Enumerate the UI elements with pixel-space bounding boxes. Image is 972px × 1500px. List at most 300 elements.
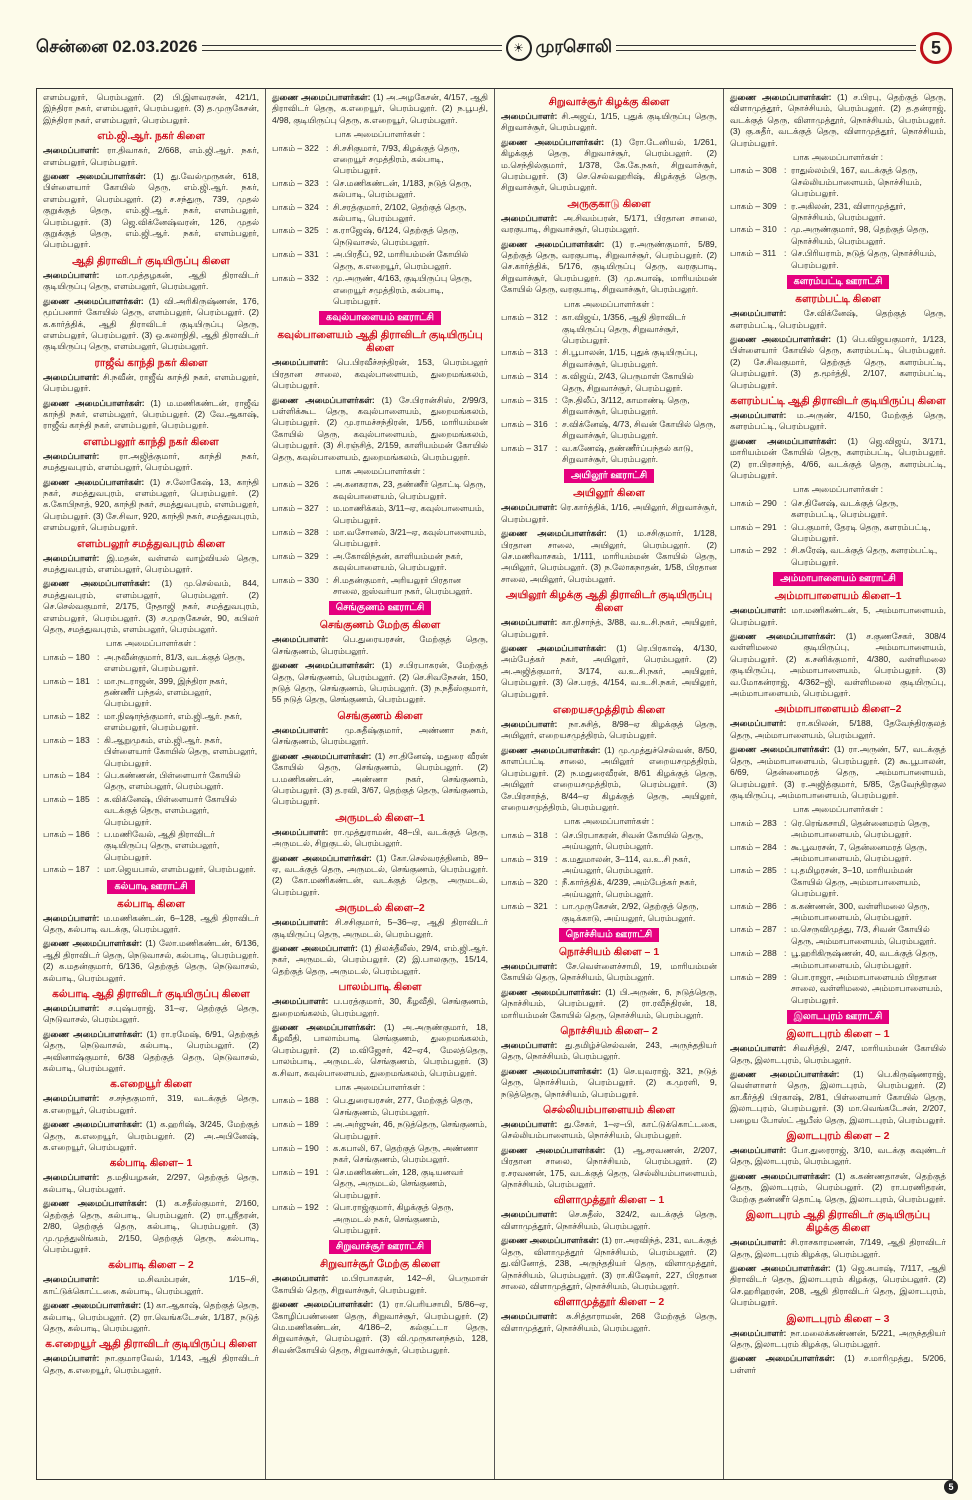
entry-text: ரெ.கார்த்திக், 1/16, அயிலூர், சிறுவாச்சூர், பெரம்பலூர். xyxy=(501,502,717,524)
booth-row xyxy=(272,225,488,248)
entry-paragraph xyxy=(272,827,488,850)
role-label: துணை அமைப்பாளர்கள்: xyxy=(730,1262,831,1273)
booth-number: பாகம் – 291 xyxy=(730,521,777,532)
role-label: அமைப்பாளர்: xyxy=(272,996,329,1007)
role-label: துணை அமைப்பாளர்கள்: xyxy=(43,938,143,949)
entry-paragraph xyxy=(730,605,946,628)
branch-heading: எம்.ஜி.ஆர். நகர் கிளை xyxy=(97,130,205,143)
entry-paragraph xyxy=(43,1300,259,1334)
entry-paragraph xyxy=(730,334,946,391)
role-label: துணை அமைப்பாளர்கள்: xyxy=(272,1022,376,1032)
entry-text: எளம்பலூர், பெரம்பலூர். (2) பி.இளவரசன், 421/1, இந்திரா நகர், எளம்பலூர், பெரம்பலூர். (3) த.முருகேசன், இந்திரா நகர், எளம்பலூர், பெரம்பலூர். xyxy=(43,92,259,125)
separator: : xyxy=(326,574,329,585)
booth-row xyxy=(501,312,717,346)
branch-heading: நொச்சியம் கிளை – 1 xyxy=(558,945,660,958)
role-label: துணை அமைப்பாளர்கள்: xyxy=(501,238,605,249)
entry-paragraph xyxy=(730,1237,946,1260)
entry-paragraph xyxy=(730,1328,946,1351)
booth-number: பாகம் – 181 xyxy=(43,675,90,686)
branch-heading: சிறுவாச்சூர் கிழக்கு கிளை xyxy=(548,96,670,108)
branch-heading: இலாடபுரம் கிளை – 3 xyxy=(786,1312,890,1325)
role-label: துணை அமைப்பாளர்கள்: xyxy=(43,295,144,306)
booth-row xyxy=(730,865,946,899)
entry-text: (1) ம.மணிகண்டன், ராஜீவ் காந்தி நகர், எளம்பலூர், பெரம்பலூர். (2) வே.ஆகாஷ், ராஜீவ் காந்தி நகர், எளம்பலூர், பெரம்பலூர். xyxy=(43,397,260,431)
entry-paragraph xyxy=(730,744,946,801)
entry-text: (1) பி.அருண், 6, நடுத்தெரு, நொச்சியம், பெரம்பலூர். (2) ரா.ரவீந்திரன், 18, மாரியம்மன் கோயில் தெரு, நொச்சியம், பெரம்பலூர். xyxy=(501,986,717,1020)
separator: : xyxy=(97,710,100,721)
booth-number: பாகம் – 331 xyxy=(272,249,319,260)
booth-organiser: கா.விஜய், 1/356, ஆதி திராவிடர் குடியிருப்பு தெரு, சிறுவாச்சூர், பெரம்பலூர். xyxy=(562,312,686,345)
booth-organiser: மு.அருண், 4/163, குடியிருப்பு தெரு, எறையூர் சமுத்திரம், கல்பாடி, பெரம்பலூர். xyxy=(333,273,472,306)
entry-text: ரா.முத்துராமன், 48–பி, வடக்குத் தெரு, அருமடல், சிறுகுடல், பெரம்பலூர். xyxy=(272,826,488,849)
separator: : xyxy=(555,901,558,912)
role-label: அமைப்பாளர்: xyxy=(730,718,787,729)
branch-heading: அருகுகாடு கிளை xyxy=(567,197,651,210)
entry-paragraph xyxy=(501,1209,717,1232)
entry-paragraph xyxy=(730,1043,946,1066)
entry-text: ம.பிரபாகரன், 142–சி, பெருமாள் கோயில் தெரு, சிறுவாச்சூர், பெரம்பலூர். xyxy=(272,1273,488,1295)
page-number-badge: 5 xyxy=(920,32,952,64)
role-label: அமைப்பாளர்: xyxy=(501,1119,558,1130)
branch-heading: க.எறையூர் கிளை xyxy=(110,1078,192,1091)
role-label: துணை அமைப்பாளர்கள்: xyxy=(43,1028,143,1039)
entry-paragraph xyxy=(730,631,946,699)
entry-paragraph xyxy=(272,751,488,808)
separator: : xyxy=(326,142,329,153)
entry-text: செ.சுதீஸ், 324/2, வடக்குத் தெரு, விளாமுத்தூர், நொச்சியம், பெரம்பலூர். xyxy=(501,1209,717,1231)
role-label: அமைப்பாளர்: xyxy=(43,371,100,382)
entry-text: (1) செ.யுவராஜ், 321, நடுத் தெரு, நொச்சியம், பெரம்பலூர். (2) க.முரளி, 9, நடுத்தெரு, நொச்சியம், பெரம்பலூர். xyxy=(501,1065,717,1099)
entry-text: (1) சே.பிரான்சிஸ், 2/99/3, பள்ளிக்கூட தெரு, கவுல்பாளையம், துறைமங்கலம், பெரம்பலூர். (2) மு.ராமச்சந்திரன், 1/56, மாரியம்மன் கோயில் தெரு, கவுல்பாளையம், துறைமங்கலம், பெரம்பலூர். (3) சி.ரஞ்சித், 2/159, காளியம்மன் கோயில் தெரு, கவுல்பாளையம், துறைமங்கலம், பெரம்பலூர். xyxy=(272,394,488,462)
entry-paragraph xyxy=(730,1069,946,1126)
entry-text: (1) பெ.கிருஷ்ணராஜ், வெள்ளாளர் தெரு, இலாடபுரம், பெரம்பலூர். (2) கா.கீர்த்தி பிரகாஷ், 2/81, பிள்ளையார் கோயில் தெரு, இலாடபுரம், பெரம்பலூர். (3) மா.வெங்கடேசன், 2/207, பழைய போஸ்ட் ஆபீஸ் தெரு, இலாடபுரம், பெரம்பலூர். xyxy=(730,1069,946,1125)
entry-paragraph xyxy=(43,553,259,576)
entry-text: (1) ச.குணசேகர், 308/4 வள்ளிமலை குடியிருப்பு, அம்மாபாளையம், பெரம்பலூர். (2) க.சனிக்குமார், 4/380, வள்ளிமலை குடியிருப்பு, அம்மாபாளையம், பெரம்பலூர். (3) வ.மோகன்ராஜ், 4/362–ஜி, வள்ளிமலை குடியிருப்பு, அம்மாபாளையம், பெரம்பலூர். xyxy=(730,631,946,699)
booth-row xyxy=(272,503,488,526)
separator: : xyxy=(555,371,558,382)
separator: : xyxy=(97,651,100,662)
panchayat-banner: செங்குணம் ஊராட்சி xyxy=(329,601,432,615)
entry-text: (1) க.கண்ணதாசன், தெற்குத் தெரு, இலாடபுரம், பெரம்பலூர். (2) ரா.பரணிதரன், மேற்கு தண்ணீர் தொட்டி தெரு, இலாடபுரம், பெரம்பலூர். xyxy=(730,1170,947,1204)
separator: : xyxy=(555,418,558,429)
entry-paragraph xyxy=(730,1353,946,1376)
entry-paragraph xyxy=(43,1274,259,1297)
section-subheading: பாக அமைப்பாளர்கள் : xyxy=(335,129,425,140)
booth-row xyxy=(730,248,946,271)
booth-number: பாகம் – 313 xyxy=(501,347,548,358)
entry-text: மா.மணிகண்டன், 5, அம்மாபாளையம், பெரம்பலூர். xyxy=(730,605,946,627)
role-label: துணை அமைப்பாளர்கள்: xyxy=(501,1235,600,1246)
booth-row xyxy=(730,924,946,947)
booth-organiser: பெ.துரையரசன், 277, மேற்குத் தெரு, செங்குணம், பெரம்பலூர். xyxy=(333,1095,473,1117)
entry-paragraph xyxy=(43,1003,259,1026)
entry-paragraph xyxy=(272,1273,488,1296)
divider xyxy=(202,45,502,51)
separator: : xyxy=(326,550,329,561)
booth-row xyxy=(43,770,259,793)
booth-organiser: மா.நடராஜன், 399, இந்திரா நகர், தண்ணீர் பந்தல், எளம்பலூர், பெரம்பலூர். xyxy=(104,675,228,709)
booth-row xyxy=(43,735,259,769)
booth-number: பாகம் – 326 xyxy=(272,479,319,490)
separator: : xyxy=(97,769,100,780)
entry-text: ச.சந்தகுமார், 319, வடக்குத் தெரு, க.எறையூர், பெரம்பலூர். xyxy=(43,1093,259,1115)
separator: : xyxy=(326,201,329,212)
entry-text: து.சேகர், 1–ஏ–பி, காட்டுக்கொட்டகை, செல்லியம்பாளையம், நொச்சியம், பெரம்பலூர். xyxy=(501,1119,717,1141)
booth-organiser: சி.சரத்குமார், 2/102, தெற்குத் தெரு, கல்பாடி, பெரம்பலூர். xyxy=(333,201,467,224)
separator: : xyxy=(784,900,787,911)
separator: : xyxy=(784,924,787,935)
role-label: துணை அமைப்பாளர்கள்: xyxy=(43,171,146,182)
booth-row xyxy=(272,1095,488,1118)
booth-row xyxy=(501,854,717,877)
booth-number: பாகம் – 323 xyxy=(272,177,319,188)
booth-number: பாகம் – 189 xyxy=(272,1119,319,1130)
separator: : xyxy=(97,793,100,804)
entry-paragraph xyxy=(43,913,259,936)
booth-row xyxy=(501,371,717,394)
entry-text: (1) ரோ.டேனியல், 1/261, கிழக்குத் தெரு, சிறுவாச்சூர், பெரம்பலூர். (2) ம.செந்தில்குமார், 1/378, கே.கே.நகர், சிறுவாச்சூர், பெரம்பலூர். (3) செ.செல்வஹரிஷ், கிழக்குத் தெரு, சிறுவாச்சூர், பெரம்பலூர். xyxy=(501,136,717,193)
entry-text: (1) ச.பிரபு, தெற்குத் தெரு, விளாமுத்தூர், நொச்சியம், பெரம்பலூர். (2) த.தன்ராஜ், வடக்குத் தெரு, விளாமுத்தூர், நொச்சியம், பெரம்பலூர். (3) கு.சுதீர், வடக்குத் தெரு, விளாமுத்தூர், நொச்சியம், பெரம்பலூர். xyxy=(730,92,947,148)
booth-row xyxy=(501,901,717,924)
role-label: அமைப்பாளர்: xyxy=(730,1043,787,1054)
role-label: துணை அமைப்பாளர்கள்: xyxy=(730,92,832,102)
booth-organiser: ச.விக்னேஷ், 4/73, சிவன் கோயில் தெரு, சிறுவாச்சூர், பெரம்பலூர். xyxy=(562,418,716,441)
booth-organiser: சி.சசிகுமார், 7/93, கிழக்குத் தெரு, எறையூர் சமுத்திரம், கல்பாடி, பெரம்பலூர். xyxy=(333,142,460,176)
panchayat-banner: இலாடபுரம் ஊராட்சி xyxy=(787,1010,890,1024)
entry-paragraph xyxy=(730,92,946,149)
branch-heading: பாலம்பாடி கிளை xyxy=(338,981,422,994)
entry-text: சு.சித்தாராமன், 268 மேற்குத் தெரு, விளாமுத்தூர், நொச்சியம், பெரம்பலூர். xyxy=(501,1311,717,1333)
entry-text: ம.மணிகண்டன், 6–128, ஆதி திராவிடர் தெரு, கல்பாடி வடக்கு, பெரம்பலூர். xyxy=(43,912,259,934)
entry-paragraph xyxy=(43,1119,259,1153)
section-subheading: பாக அமைப்பாளர்கள் : xyxy=(335,1082,425,1093)
entry-paragraph xyxy=(272,634,488,657)
booth-organiser: பெ.கண்ணன், பிள்ளையார் கோயில் தெரு, எளம்பலூர், பெரம்பலூர். xyxy=(104,769,241,792)
booth-row xyxy=(272,527,488,550)
booth-organiser: பூ.ஹரிகிருஷ்ணன், 40, வடக்குத் தெரு, அம்மாபாளையம், பெரம்பலூர். xyxy=(791,948,938,970)
entry-text: கா.நிசாந்த், 3/88, வ.உ.சி.நகர், அயிலூர், பெரம்பலூர். xyxy=(501,617,717,639)
entry-paragraph xyxy=(501,239,717,296)
booth-number: பாகம் – 311 xyxy=(730,248,777,259)
booth-number: பாகம் – 321 xyxy=(501,901,548,912)
branch-heading: எறையசமுத்திரம் கிளை xyxy=(553,704,665,717)
booth-row xyxy=(730,818,946,841)
role-label: துணை அமைப்பாளர்கள்: xyxy=(730,744,830,755)
booth-row xyxy=(730,201,946,224)
separator: : xyxy=(97,864,100,875)
booth-number: பாகம் – 288 xyxy=(730,948,777,959)
entry-paragraph xyxy=(43,92,259,126)
footer-page-number: 5 xyxy=(944,1480,958,1494)
booth-row xyxy=(730,972,946,1006)
booth-organiser: அ.அர்ஜுன், 46, நடுத்தெரு, செங்குணம், பெரம்பலூர். xyxy=(333,1119,487,1141)
entry-paragraph xyxy=(43,372,259,395)
booth-number: பாகம் – 192 xyxy=(272,1202,319,1213)
branch-heading: கல்பாடி கிளை – 2 xyxy=(108,1259,194,1272)
booth-number: பாகம் – 308 xyxy=(730,165,777,176)
branch-heading: கல்பாடி கிளை– 1 xyxy=(109,1157,193,1170)
booth-organiser: ம.செருவிமுத்து, 7/3, சிவன் கோயில் தெரு, அம்மாபாளையம், பெரம்பலூர். xyxy=(791,924,937,946)
branch-heading: களரம்பட்டி ஆதி திராவிடர் குடியிருப்பு கிளை xyxy=(730,394,946,407)
entry-paragraph xyxy=(501,137,717,194)
entry-text: நா.குமாரவேல், 1/143, ஆதி திராவிடர் தெரு, க.எறையூர், பெரம்பலூர். xyxy=(43,1353,259,1375)
booth-organiser: நே.திலீப், 3/112, காமாண்டி தெரு, சிறுவாச்சூர், பெரம்பலூர். xyxy=(562,394,690,417)
booth-organiser: கி.ஆறுமுகம், எம்.ஜி.ஆர். நகர், பிள்ளையார் கோயில் தெரு, எளம்பலூர், பெரம்பலூர். xyxy=(104,734,258,768)
booth-organiser: பா.முருகேசன், 2/92, தெற்குத் தெரு, குடிக்காடு, அய்யலூர், பெரம்பலூர். xyxy=(562,901,699,923)
booth-organiser: சி.பூபாலன், 1/15, புதுக் குடியிருப்பு, சிறுவாச்சூர், பெரம்பலூர். xyxy=(562,347,698,369)
booth-number: பாகம் – 191 xyxy=(272,1166,319,1177)
booth-organiser: மா.வசோனல், 3/21–ஏ, கவுல்பாளையம், பெரம்பலூர். xyxy=(333,527,487,549)
booth-number: பாகம் – 325 xyxy=(272,225,319,236)
entry-paragraph xyxy=(730,1263,946,1309)
entry-paragraph xyxy=(272,1022,488,1079)
entry-text: சி.நவீன், ராஜீவ் காந்தி நகர், எளம்பலூர், பெரம்பலூர். xyxy=(43,371,259,394)
booth-organiser: அ.நவீன்குமார், 81/3, வடக்குத் தெரு, எளம்பலூர், பெரம்பலூர். xyxy=(104,651,245,674)
separator: : xyxy=(97,828,100,839)
entry-text: (1) ஜெ.சுபாஷ், 7/117, ஆதி திராவிடர் தெரு, இலாடபுரம் கிழக்கு, பெரம்பலூர். (2) செ.ஹரிஹரன், 208, ஆதி திராவிடர் தெரு, இலாடபுரம், பெரம்பலூர். xyxy=(730,1262,946,1308)
column-3 xyxy=(495,89,724,1479)
role-label: அமைப்பாளர்: xyxy=(501,212,558,223)
entry-text: சே.வெள்ளைச்சாமி, 19, மாரியம்மன் கோயில் தெரு, நொச்சியம், பெரம்பலூர். xyxy=(501,960,717,983)
separator: : xyxy=(784,948,787,959)
booth-number: பாகம் – 180 xyxy=(43,651,90,662)
separator: : xyxy=(555,394,558,405)
booth-number: பாகம் – 327 xyxy=(272,503,319,514)
booth-row xyxy=(272,551,488,574)
panchayat-banner: கல்பாடி ஊராட்சி xyxy=(107,880,194,894)
branch-heading: அயிலூர் கிளை xyxy=(573,487,645,500)
entry-paragraph xyxy=(272,357,488,391)
booth-row xyxy=(730,165,946,199)
entry-paragraph xyxy=(730,1171,946,1205)
entry-text: சி.அஜய், 1/15, புதுக் குடியிருப்பு தெரு, சிறுவாச்சூர், பெரம்பலூர். xyxy=(501,111,717,133)
role-label: துணை அமைப்பாளர்கள்: xyxy=(43,397,145,408)
entry-paragraph xyxy=(501,987,717,1021)
booth-organiser: க.விக்னேஷ், பிள்ளையார் கோயில் வடக்குத் தெரு, எளம்பலூர், பெரம்பலூர். xyxy=(104,793,237,827)
entry-paragraph xyxy=(501,1040,717,1063)
booth-organiser: செ.பிரபாகரன், சிவன் கோயில் தெரு, அய்யலூர், பெரம்பலூர். xyxy=(562,829,704,852)
entry-text: மா.முத்தழகன், ஆதி திராவிடர் குடியிருப்பு தெரு, எளம்பலூர், பெரம்பலூர். xyxy=(43,269,259,292)
panchayat-banner: கவுல்பாளையம் ஊராட்சி xyxy=(319,311,441,325)
role-label: துணை அமைப்பாளர்கள்: xyxy=(501,643,607,654)
branch-heading: செங்குணம் கிளை xyxy=(337,709,423,722)
column-1 xyxy=(37,89,266,1479)
role-label: துணை அமைப்பாளர்கள்: xyxy=(43,578,151,589)
booth-row xyxy=(43,652,259,675)
role-label: அமைப்பாளர்: xyxy=(501,960,558,971)
role-label: துணை அமைப்பாளர்கள்: xyxy=(501,1065,603,1076)
booth-number: பாகம் – 318 xyxy=(501,829,548,840)
role-label: அமைப்பாளர்: xyxy=(501,719,558,730)
separator: : xyxy=(784,817,787,828)
separator: : xyxy=(555,442,558,453)
entry-text: சி.சசிகுமார், 5–36–ஏ, ஆதி திராவிடர் குடியிருப்பு தெரு, அருமடல், பெரம்பலூர். xyxy=(272,917,488,939)
role-label: அமைப்பாளர்: xyxy=(43,1274,100,1285)
separator: : xyxy=(784,200,787,211)
role-label: அமைப்பாளர்: xyxy=(272,1273,329,1284)
masthead-title: முரசொலி xyxy=(535,37,613,56)
booth-organiser: அ.பிரதீப், 92, மாரியம்மன் கோயில் தெரு, க.எறையூர், பெரம்பலூர். xyxy=(333,249,469,271)
entry-paragraph xyxy=(272,853,488,899)
booth-number: பாகம் – 314 xyxy=(501,371,548,382)
role-label: துணை அமைப்பாளர்கள்: xyxy=(43,1119,143,1130)
booth-number: பாகம் – 316 xyxy=(501,418,548,429)
role-label: துணை அமைப்பாளர்கள்: xyxy=(501,136,605,147)
booth-row xyxy=(272,202,488,225)
booth-organiser: கூ.பூவரசன், 7, தென்னைமரத் தெரு, அம்மாபாளையம், பெரம்பலூர். xyxy=(791,841,927,863)
separator: : xyxy=(326,1202,329,1213)
entry-text: (1) லோ.மணிகண்டன், 6/136, ஆதி திராவிடர் தெரு, நெடுவாசல், கல்பாடி, பெரம்பலூர். (2) க.மதன்குமார், 6/136, தெற்குத் தெரு, நெடுவாசல், கல்பாடி, பெரம்பலூர். xyxy=(43,938,260,983)
entry-text: (1) ச.பிரபாகரன், மேற்குத் தெரு, செங்குணம், பெரம்பலூர். (2) செ.சிவநேசன், 150, நடுத் தெரு, செங்குணம், பெரம்பலூர். (3) ந.நதீஸ்குமார், 55 நடுத் தெரு, செங்குணம், பெரம்பலூர். xyxy=(272,660,488,705)
branch-heading: கவுல்பாளையம் ஆதி திராவிடர் குடியிருப்பு கிளை xyxy=(277,329,483,355)
separator: : xyxy=(784,865,787,876)
role-label: அமைப்பாளர்: xyxy=(272,826,329,837)
role-label: துணை அமைப்பாளர்கள்: xyxy=(272,394,375,405)
role-label: அமைப்பாளர்: xyxy=(730,1327,787,1338)
booth-number: பாகம் – 312 xyxy=(501,312,548,323)
entry-text: (1) ரா.அரவிந்த், 231, வடக்குத் தெரு, விளாமுத்தூர் நொச்சியம், பெரம்பலூர். (2) து.வினோத், 238, அருந்ததியர் தெரு, விளாமுத்தூர், நொச்சியம், பெரம்பலூர். (3) ரா.கிஷோர், 227, பிரதான சாலை, விளாமுத்தூர், நொச்சியம், பெரம்பலூர். xyxy=(501,1235,718,1291)
separator: : xyxy=(555,877,558,888)
entry-paragraph xyxy=(501,213,717,236)
entry-text: இ.மதன், வள்ளல் வாழ்வியல் தெரு, சமத்துவபுரம், எளம்பலூர், பெரம்பலூர். xyxy=(43,552,259,574)
booth-row xyxy=(272,249,488,272)
role-label: அமைப்பாளர்: xyxy=(730,409,787,420)
entry-paragraph xyxy=(730,718,946,741)
booth-row xyxy=(730,498,946,521)
entry-paragraph xyxy=(272,92,488,126)
page-header xyxy=(36,30,952,66)
separator: : xyxy=(555,853,558,864)
entry-text: (1) க.ஹரிஷ், 3/245, மேற்குத் தெரு, க.எறையூர், பெரம்பலூர். (2) அ.அபினேஷ், க.எறையூர், பெரம்பலூர். xyxy=(43,1119,259,1153)
booth-organiser: க.விஜய், 2/43, பெருமாள் கோயில் தெரு, சிறுவாச்சூர், பெரம்பலூர். xyxy=(562,371,694,393)
entry-paragraph xyxy=(501,961,717,984)
role-label: அமைப்பாளர்: xyxy=(501,111,558,121)
booth-row xyxy=(43,711,259,734)
article-columns xyxy=(36,88,953,1480)
entry-paragraph xyxy=(501,111,717,134)
entry-paragraph xyxy=(501,617,717,640)
branch-heading: க.எறையூர் ஆதி திராவிடர் குடியிருப்பு கிளை xyxy=(45,1338,257,1351)
entry-paragraph xyxy=(501,643,717,700)
role-label: அமைப்பாளர்: xyxy=(43,1353,100,1364)
role-label: துணை அமைப்பாளர்கள்: xyxy=(501,528,607,539)
entry-text: (1) ர.அருண்குமார், 5/89, தெற்குத் தெரு, வரகுபாடி, சிறுவாச்சூர், பெரம்பலூர். (2) செ.கார்த்திக், 5/176, குடியிருப்பு தெரு, வரகுபாடி, சிறுவாச்சூர், பெரம்பலூர். (3) மு.சுபாஷ், மாரியம்மன் கோயில் தெரு, வரகுபாடி, சிறுவாச்சூர், பெரம்பலூர். xyxy=(501,238,718,295)
booth-row xyxy=(272,1143,488,1166)
booth-row xyxy=(501,443,717,466)
booth-organiser: அ.கோவிந்தன், காளியம்மன் நகர், கவுல்பாளையம், பெரம்பலூர். xyxy=(333,550,463,573)
booth-organiser: நீ.கார்த்திக், 4/239, அம்பேத்கர் நகர், அய்யலூர், பெரம்பலூர். xyxy=(562,877,697,899)
booth-row xyxy=(272,1167,488,1201)
role-label: துணை அமைப்பாளர்கள்: xyxy=(43,476,145,487)
entry-text: அ.சிவம்பரன், 5/171, பிரதான சாலை, வரகுபாடி, சிறுவாச்சூர், பெரம்பலூர். xyxy=(501,212,717,235)
booth-number: பாகம் – 328 xyxy=(272,527,319,537)
section-subheading: பாக அமைப்பாளர்கள் : xyxy=(335,465,425,476)
entry-text: (1) கா.ஆகாஷ், தெற்குத் தெரு, கல்பாடி, பெரம்பலூர். (2) ரா.வெங்கடேசன், 1/187, நடுத் தெரு, கல்பாடி, பெரம்பலூர். xyxy=(43,1300,260,1333)
entry-text: (1) அ.அருண்குமார், 18, கீழவீதி, பாலாம்பாடி செங்குணம், துறைமங்கலம், பெரம்பலூர். (2) ம.விஜேசர், 42–ஏ4, மேலத்தெரு, பாலம்பாடி, அருமடல், செங்குணம், பெரம்பலூர். (3) க.சிவா, கவுல்பாளையம், துறைமங்கலம், பெரம்பலூர். xyxy=(272,1022,488,1078)
booth-number: பாகம் – 186 xyxy=(43,828,90,839)
booth-number: பாகம் – 315 xyxy=(501,394,548,405)
separator: : xyxy=(326,1143,329,1154)
entry-paragraph xyxy=(43,1172,259,1195)
booth-number: பாகம் – 287 xyxy=(730,924,777,935)
entry-text: (1) ம.சசிகுமார், 1/128, பிரதான சாலை, அயிலூர், பெரம்பலூர். (2) செ.மணிவாசகம், 1/111, மாரியம்மன் கோயில் தெரு, அயிலூர், பெரம்பலூர். (3) ந.லோகநாதன், 1/58, பிரதான சாலை, அயிலூர், பெரம்பலூர். xyxy=(501,528,717,584)
entry-paragraph xyxy=(501,1235,717,1292)
entry-text: (1) க.சதீஸ்குமார், 2/160, தெற்குத் தெரு, கல்பாடி, பெரம்பலூர். (2) ரா.ஸ்ரீதரன், 2/80, தெற்குத் தெரு, கல்பாடி, பெரம்பலூர். (3) மு.முத்துலிங்கம், 2/150, தெற்குத் தெரு, கல்பாடி, பெரம்பலூர். xyxy=(43,1198,259,1254)
role-label: அமைப்பாளர்: xyxy=(501,1040,558,1050)
entry-text: (1) ச.லோகேஷ், 13, காந்தி நகர், சமத்துவபுரம், எளம்பலூர், பெரம்பலூர். (2) க.கோபிநாத், 920, காந்தி நகர், சமத்துவபுரம், எளம்பலூர், பெரம்பலூர். (3) சே.சிவா, 920, காந்தி நகர், சமத்துவபுரம், எளம்பலூர், பெரம்பலூர். xyxy=(43,476,259,533)
booth-number: பாகம் – 183 xyxy=(43,734,90,745)
entry-paragraph xyxy=(501,1066,717,1100)
entry-text: (1) கோ.செல்வரத்தினம், 89–ஏ, வடக்குத் தெரு, அருமடல், செங்குணம், பெரம்பலூர். (2) கோ.மணிகண்டன், வடக்குத் தெரு, அருமடல், பெரம்பலூர். xyxy=(272,852,489,897)
separator: : xyxy=(326,1166,329,1177)
booth-organiser: மா.நிஷாந்த்குமார், எம்.ஜி.ஆர். நகர், எளம்பலூர், பெரம்பலூர். xyxy=(104,710,243,733)
booth-number: பாகம் – 286 xyxy=(730,900,777,911)
separator: : xyxy=(784,165,787,176)
section-subheading: பாக அமைப்பாளர்கள் : xyxy=(106,638,196,649)
booth-row xyxy=(730,842,946,865)
branch-heading: எளம்பலூர் காந்தி நகர் கிளை xyxy=(83,435,219,448)
separator: : xyxy=(784,248,787,259)
branch-heading: இலாடபுரம் கிளை – 2 xyxy=(786,1130,890,1143)
branch-heading: ராஜீவ் காந்தி நகர் கிளை xyxy=(94,356,208,369)
role-label: துணை அமைப்பாளர்கள்: xyxy=(272,750,372,761)
entry-text: ரா.கபிலன், 5/188, தேவேந்திரகுலத் தெரு, அம்மாபாளையம், பெரம்பலூர். xyxy=(730,718,946,740)
column-2 xyxy=(266,89,495,1479)
entry-text: (1) சா.தினேஷ், மதுரை வீரன் கோயில் தெரு, செங்குணம், பெரம்பலூர். (2) ப.மணிகண்டன், அண்ணா நகர், செங்குணம், பெரம்பலூர். (3) த.ரவி, 3/67, தெற்குத் தெரு, செங்குணம், பெரம்பலூர். xyxy=(272,750,489,807)
booth-number: பாகம் – 330 xyxy=(272,574,319,585)
branch-heading: இலாடபுரம் கிளை – 1 xyxy=(786,1028,890,1041)
panchayat-banner: சிறுவாச்சூர் ஊராட்சி xyxy=(329,1240,431,1254)
role-label: துணை அமைப்பாளர்கள்: xyxy=(730,435,837,446)
entry-paragraph xyxy=(730,410,946,433)
entry-paragraph xyxy=(43,1353,259,1376)
booth-organiser: ரெ.ரெங்கசாமி, தென்னைமரம் தெரு, அம்மாபாளையம், பெரம்பலூர். xyxy=(791,817,931,840)
booth-number: பாகம் – 290 xyxy=(730,497,777,508)
entry-text: நா.மலைக்கண்ணன், 5/221, அருந்ததியர் தெரு, இலாடபுரம் கிழக்கு, பெரம்பலூர். xyxy=(730,1327,946,1349)
section-subheading: பாக அமைப்பாளர்கள் : xyxy=(793,152,883,163)
booth-number: பாகம் – 324 xyxy=(272,201,319,212)
booth-row xyxy=(730,948,946,971)
separator: : xyxy=(555,347,558,358)
separator: : xyxy=(784,224,787,235)
separator: : xyxy=(97,734,100,745)
booth-row xyxy=(43,676,259,710)
booth-organiser: சி.மதன்குமார், அரியலூர் பிரதான சாலை, ஐஸ்வர்யா நகர், பெரம்பலூர். xyxy=(333,574,473,597)
booth-organiser: செ.பிரியராம், நடுத் தெரு, நொச்சியம், பெரம்பலூர். xyxy=(791,248,937,270)
branch-heading: களரம்பட்டி கிளை xyxy=(795,293,881,306)
role-label: அமைப்பாளர்: xyxy=(730,308,787,319)
entry-text: ரா.திவாகர், 2/668, எம்.ஜி.ஆர். நகர், எளம்பலூர், பெரம்பலூர். xyxy=(43,145,259,167)
branch-heading: சிறுவாச்சூர் மேற்கு கிளை xyxy=(319,1258,441,1271)
entry-paragraph xyxy=(501,528,717,585)
entry-paragraph xyxy=(272,917,488,940)
separator: : xyxy=(326,1095,329,1106)
entry-text: (1) ச.மாரிமுத்து, 5/206, பள்ளர் xyxy=(730,1353,947,1375)
entry-text: து.தமிழ்ச்செல்வன், 243, அருந்ததியர் தெரு, நொச்சியம், பெரம்பலூர். xyxy=(501,1040,717,1062)
branch-heading: ஆதி திராவிடர் குடியிருப்பு கிளை xyxy=(72,254,230,267)
booth-organiser: செ.மணிகண்டன், 128, குடியனவர் தெரு, அருமடல், செங்குணம், பெரம்பலூர். xyxy=(333,1166,464,1200)
booth-organiser: பொ.ராஜா, அம்மாபாளையம் பிரதான சாலை, வள்ளிமலை, அம்மாபாளையம், பெரம்பலூர். xyxy=(791,972,943,1005)
entry-paragraph xyxy=(43,270,259,293)
role-label: துணை அமைப்பாளர்கள்: xyxy=(501,986,601,997)
role-label: துணை அமைப்பாளர்கள்: xyxy=(730,631,836,642)
booth-number: பாகம் – 317 xyxy=(501,442,548,453)
entry-paragraph xyxy=(501,1145,717,1191)
booth-organiser: அ.கனகராசு, 23, தண்ணீர் தொட்டி தெரு, கவுல்பாளையம், பெரம்பலூர். xyxy=(333,479,486,501)
entry-text: ச.புஷ்பராஜ், 31–ஏ, தெற்குத் தெரு, நெடுவாசல், பெரம்பலூர். xyxy=(43,1003,259,1025)
entry-paragraph xyxy=(43,938,259,984)
separator: : xyxy=(326,177,329,188)
